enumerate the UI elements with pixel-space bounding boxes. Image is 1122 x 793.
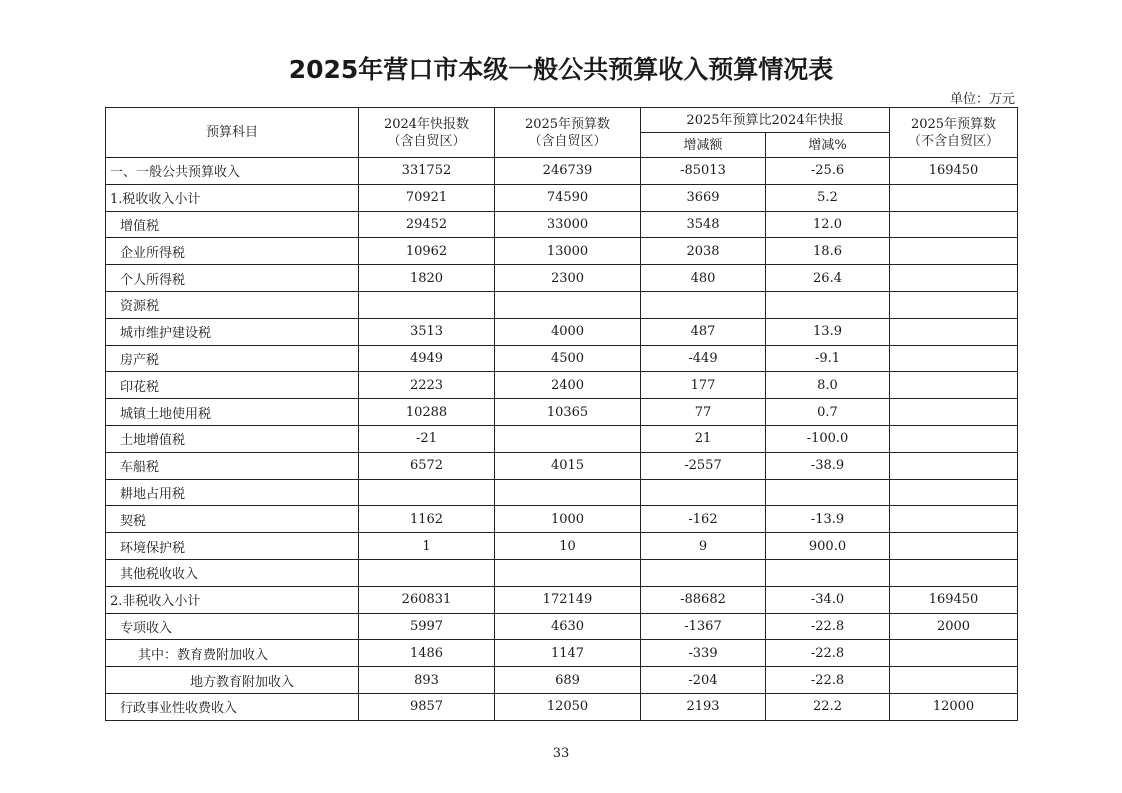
row-ys2025: 12050 <box>495 693 641 720</box>
row-ys2025: 172149 <box>495 586 641 613</box>
row-kb2024 <box>359 291 495 318</box>
row-name: 耕地占用税 <box>106 479 359 506</box>
row-ex-ftz <box>890 345 1018 372</box>
row-pct: -22.8 <box>766 667 890 694</box>
row-name: 企业所得税 <box>106 238 359 265</box>
row-ex-ftz <box>890 479 1018 506</box>
row-ys2025: 4630 <box>495 613 641 640</box>
row-kb2024: 893 <box>359 667 495 694</box>
row-name: 资源税 <box>106 291 359 318</box>
row-kb2024: 4949 <box>359 345 495 372</box>
row-ex-ftz <box>890 452 1018 479</box>
row-name: 城市维护建设税 <box>106 318 359 345</box>
header-change-pct: 增减% <box>766 133 890 158</box>
row-change: -162 <box>641 506 766 533</box>
row-name: 土地增值税 <box>106 425 359 452</box>
table-row <box>106 184 1018 211</box>
row-name: 印花税 <box>106 372 359 399</box>
row-kb2024 <box>359 479 495 506</box>
row-pct: 22.2 <box>766 693 890 720</box>
row-name: 契税 <box>106 506 359 533</box>
row-ys2025: 10 <box>495 533 641 560</box>
row-ex-ftz <box>890 291 1018 318</box>
table-row <box>106 425 1018 452</box>
row-change: 2193 <box>641 693 766 720</box>
table-row <box>106 586 1018 613</box>
table-row <box>106 452 1018 479</box>
row-pct: 5.2 <box>766 184 890 211</box>
row-name: 专项收入 <box>106 613 359 640</box>
row-ys2025: 1000 <box>495 506 641 533</box>
row-kb2024: 1 <box>359 533 495 560</box>
table-row <box>106 667 1018 694</box>
table-row <box>106 559 1018 586</box>
header-ys2025-ex-line1: 2025年预算数 <box>910 116 997 132</box>
table-row <box>106 613 1018 640</box>
row-change: 3548 <box>641 211 766 238</box>
row-change <box>641 291 766 318</box>
row-name: 个人所得税 <box>106 265 359 292</box>
header-kb2024-line2: （含自贸区） <box>387 133 466 149</box>
row-pct: 8.0 <box>766 372 890 399</box>
row-pct: -25.6 <box>766 158 890 185</box>
table-row <box>106 158 1018 185</box>
table-row <box>106 265 1018 292</box>
row-change <box>641 559 766 586</box>
row-pct: -22.8 <box>766 613 890 640</box>
row-ex-ftz <box>890 184 1018 211</box>
row-pct <box>766 479 890 506</box>
row-name: 其中：教育费附加收入 <box>106 640 359 667</box>
table-row <box>106 318 1018 345</box>
row-ys2025: 33000 <box>495 211 641 238</box>
row-ex-ftz <box>890 425 1018 452</box>
row-pct: 13.9 <box>766 318 890 345</box>
row-change: 21 <box>641 425 766 452</box>
row-change: -339 <box>641 640 766 667</box>
row-pct: 18.6 <box>766 238 890 265</box>
header-kb2024 <box>359 108 495 158</box>
row-ex-ftz <box>890 265 1018 292</box>
row-pct: 26.4 <box>766 265 890 292</box>
row-ex-ftz <box>890 211 1018 238</box>
row-ys2025 <box>495 291 641 318</box>
table-row <box>106 399 1018 426</box>
header-ys2025 <box>495 108 641 158</box>
row-change: -88682 <box>641 586 766 613</box>
row-change: 3669 <box>641 184 766 211</box>
row-kb2024: 3513 <box>359 318 495 345</box>
row-ex-ftz: 169450 <box>890 586 1018 613</box>
row-change: -1367 <box>641 613 766 640</box>
row-name: 房产税 <box>106 345 359 372</box>
row-change: 487 <box>641 318 766 345</box>
row-change: -2557 <box>641 452 766 479</box>
row-ex-ftz <box>890 667 1018 694</box>
row-kb2024: 260831 <box>359 586 495 613</box>
table-row <box>106 479 1018 506</box>
row-ex-ftz <box>890 640 1018 667</box>
row-change: 2038 <box>641 238 766 265</box>
row-ex-ftz <box>890 506 1018 533</box>
row-ys2025: 13000 <box>495 238 641 265</box>
row-ex-ftz <box>890 238 1018 265</box>
row-ys2025: 4000 <box>495 318 641 345</box>
row-ex-ftz <box>890 399 1018 426</box>
row-ex-ftz <box>890 559 1018 586</box>
row-kb2024: 29452 <box>359 211 495 238</box>
page-number: 33 <box>552 746 570 761</box>
row-name: 1.税收收入小计 <box>106 184 359 211</box>
table-row <box>106 533 1018 560</box>
header-change-amount: 增减额 <box>641 133 766 158</box>
row-ys2025: 2400 <box>495 372 641 399</box>
row-name: 2.非税收入小计 <box>106 586 359 613</box>
row-ex-ftz: 2000 <box>890 613 1018 640</box>
row-ys2025 <box>495 559 641 586</box>
row-pct: -22.8 <box>766 640 890 667</box>
unit-label: 单位：万元 <box>949 92 1015 107</box>
header-subject: 预算科目 <box>106 108 359 158</box>
row-pct <box>766 291 890 318</box>
row-ex-ftz <box>890 372 1018 399</box>
row-kb2024: 5997 <box>359 613 495 640</box>
row-change: -85013 <box>641 158 766 185</box>
table-row <box>106 211 1018 238</box>
row-change: 480 <box>641 265 766 292</box>
header-ys2025-ex-line2: （不含自贸区） <box>908 133 1000 149</box>
table-header <box>106 108 1018 158</box>
row-kb2024: 10288 <box>359 399 495 426</box>
row-ys2025: 246739 <box>495 158 641 185</box>
row-kb2024: -21 <box>359 425 495 452</box>
row-ex-ftz <box>890 533 1018 560</box>
row-name: 行政事业性收费收入 <box>106 693 359 720</box>
row-name: 城镇土地使用税 <box>106 399 359 426</box>
row-ex-ftz <box>890 318 1018 345</box>
row-pct: -34.0 <box>766 586 890 613</box>
row-ys2025: 4500 <box>495 345 641 372</box>
table-row <box>106 693 1018 720</box>
table-row <box>106 291 1018 318</box>
row-change: -449 <box>641 345 766 372</box>
row-ys2025 <box>495 479 641 506</box>
table-row <box>106 238 1018 265</box>
row-pct: -13.9 <box>766 506 890 533</box>
row-change: -204 <box>641 667 766 694</box>
row-ex-ftz: 12000 <box>890 693 1018 720</box>
row-pct: -100.0 <box>766 425 890 452</box>
row-name: 一、一般公共预算收入 <box>106 158 359 185</box>
row-kb2024: 331752 <box>359 158 495 185</box>
table-row <box>106 345 1018 372</box>
row-kb2024: 1162 <box>359 506 495 533</box>
header-ys2025-line2: （含自贸区） <box>528 133 607 149</box>
row-change: 177 <box>641 372 766 399</box>
row-name: 增值税 <box>106 211 359 238</box>
row-pct: 900.0 <box>766 533 890 560</box>
row-kb2024: 70921 <box>359 184 495 211</box>
header-ys2025-ex <box>890 108 1018 158</box>
row-pct: -38.9 <box>766 452 890 479</box>
table-row <box>106 640 1018 667</box>
row-kb2024: 6572 <box>359 452 495 479</box>
header-ys2025-line1: 2025年预算数 <box>524 116 611 132</box>
row-name: 其他税收收入 <box>106 559 359 586</box>
row-name: 环境保护税 <box>106 533 359 560</box>
row-ys2025: 689 <box>495 667 641 694</box>
row-change <box>641 479 766 506</box>
row-ys2025 <box>495 425 641 452</box>
row-change: 77 <box>641 399 766 426</box>
row-ys2025: 2300 <box>495 265 641 292</box>
row-kb2024 <box>359 559 495 586</box>
row-ys2025: 74590 <box>495 184 641 211</box>
row-name: 车船税 <box>106 452 359 479</box>
table-row <box>106 372 1018 399</box>
row-pct: 0.7 <box>766 399 890 426</box>
row-kb2024: 1820 <box>359 265 495 292</box>
row-pct <box>766 559 890 586</box>
row-kb2024: 10962 <box>359 238 495 265</box>
row-pct: -9.1 <box>766 345 890 372</box>
budget-table <box>105 107 1018 721</box>
row-change: 9 <box>641 533 766 560</box>
row-pct: 12.0 <box>766 211 890 238</box>
row-kb2024: 9857 <box>359 693 495 720</box>
table-body <box>106 158 1018 721</box>
row-ys2025: 1147 <box>495 640 641 667</box>
header-kb2024-line1: 2024年快报数 <box>383 116 470 132</box>
table-row <box>106 506 1018 533</box>
row-kb2024: 2223 <box>359 372 495 399</box>
header-compare: 2025年预算比2024年快报 <box>641 108 890 133</box>
row-ex-ftz: 169450 <box>890 158 1018 185</box>
row-ys2025: 4015 <box>495 452 641 479</box>
row-kb2024: 1486 <box>359 640 495 667</box>
page-title: 2025年营口市本级一般公共预算收入预算情况表 <box>288 55 834 84</box>
row-ys2025: 10365 <box>495 399 641 426</box>
row-name: 地方教育附加收入 <box>106 667 359 694</box>
